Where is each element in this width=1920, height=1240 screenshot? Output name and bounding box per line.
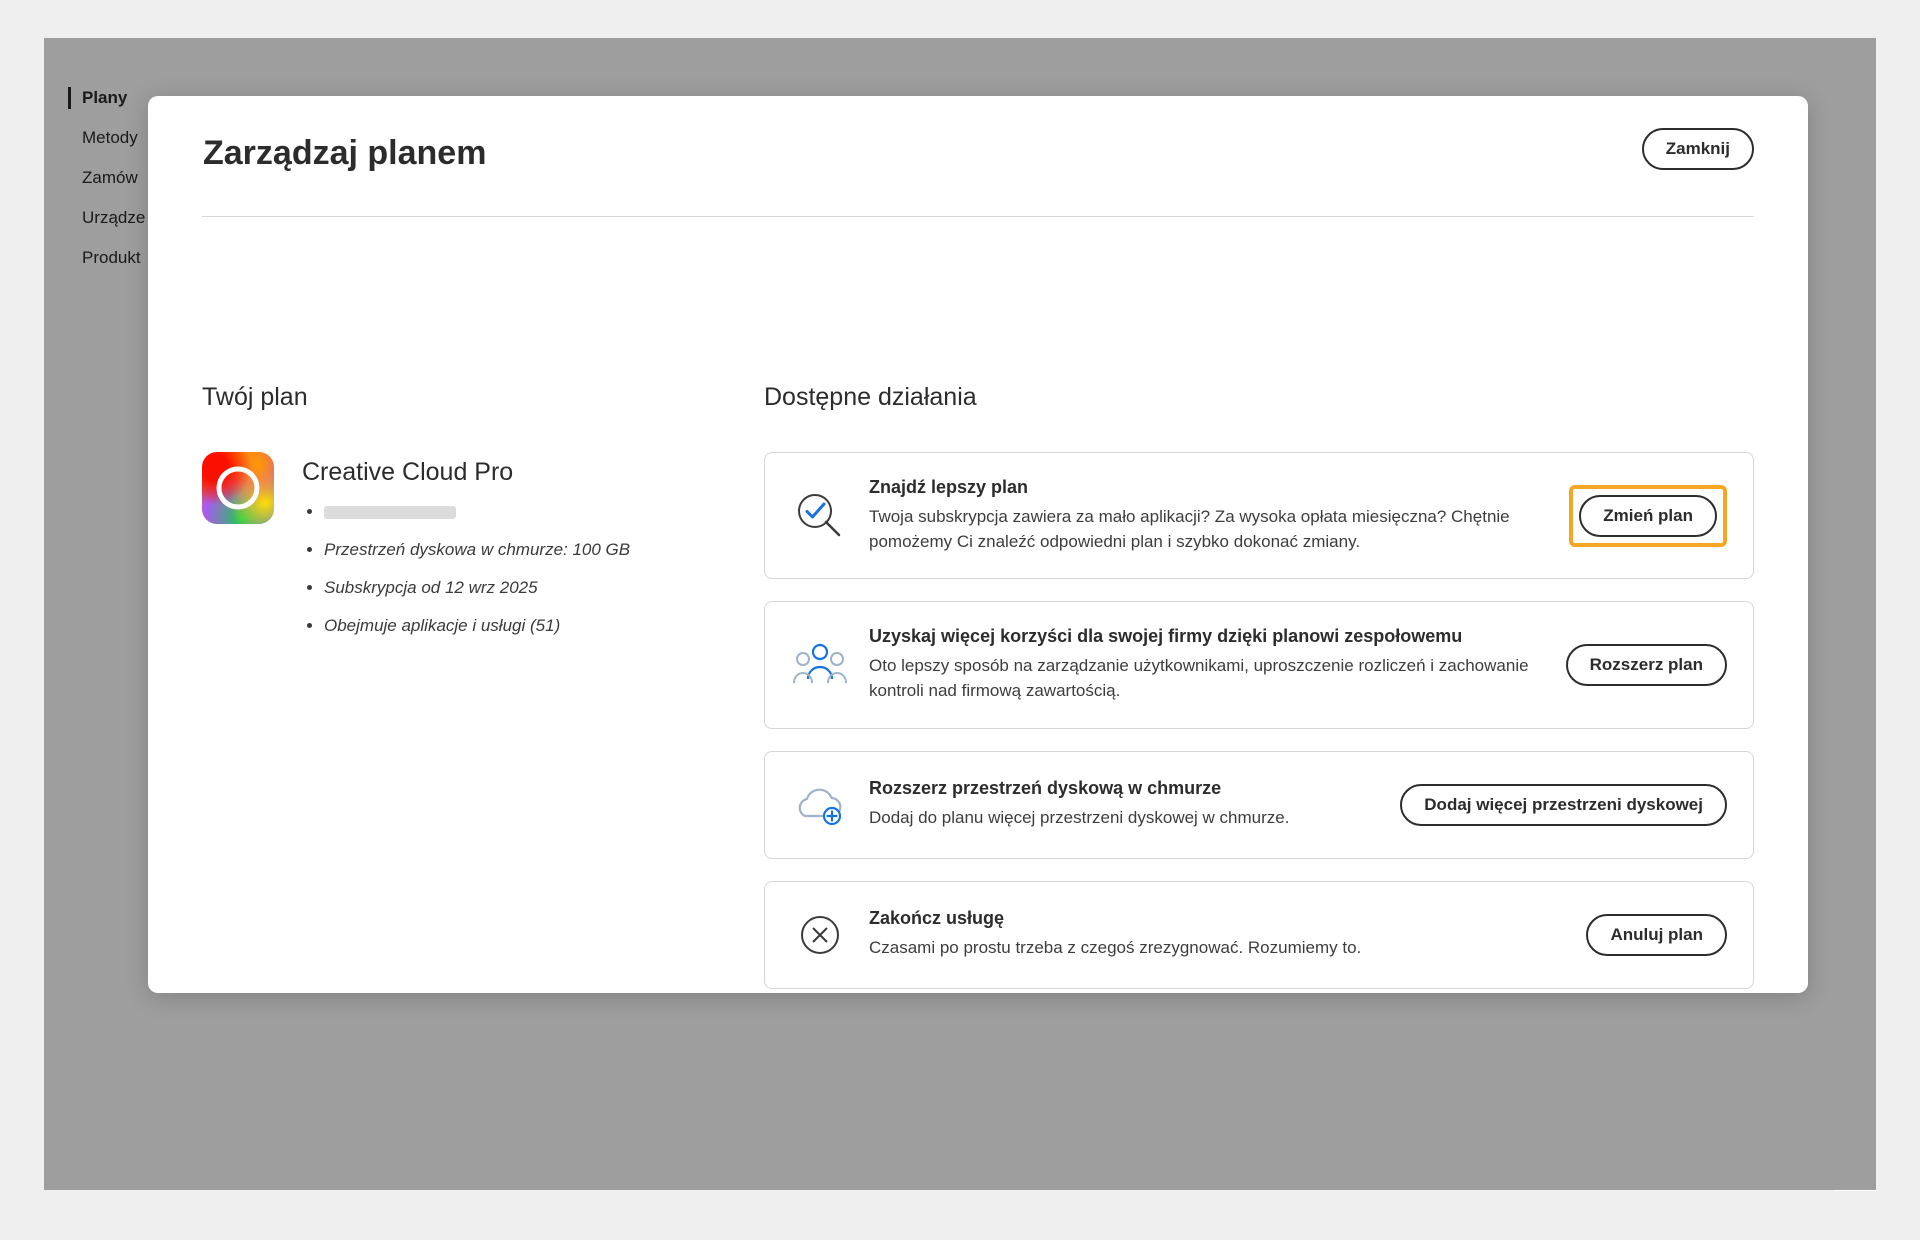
sidebar-item-label: Urządze bbox=[82, 208, 146, 227]
card-text bbox=[869, 626, 1566, 703]
sidebar-item-label: Zamów bbox=[82, 168, 138, 187]
highlight-frame bbox=[1569, 485, 1727, 547]
plan-detail-redacted bbox=[324, 501, 630, 523]
plan-detail-storage: • Przestrzeń dyskowa w chmurze: 100 GB bbox=[324, 539, 630, 561]
card-title: Zakończ usługę bbox=[869, 908, 1005, 929]
sidebar-item-label: Metody bbox=[82, 128, 138, 147]
change-plan-button[interactable]: Zmień plan bbox=[1579, 495, 1717, 537]
action-card-end-service bbox=[764, 881, 1754, 989]
add-storage-button[interactable]: Dodaj więcej przestrzeni dyskowej bbox=[1400, 784, 1727, 826]
plan-summary bbox=[202, 452, 722, 653]
card-description: Oto lepszy sposób na zarządzanie użytkownikami, uproszczenie rozliczeń i zachowanie kontroli nad firmową zawartością. bbox=[869, 656, 1529, 700]
plan-name: Creative Cloud Pro bbox=[302, 458, 514, 486]
redacted-value bbox=[324, 506, 456, 519]
card-text bbox=[869, 908, 1586, 961]
plan-info bbox=[302, 452, 630, 653]
circle-x-icon bbox=[791, 906, 849, 964]
card-action bbox=[1586, 914, 1727, 956]
card-title: Znajdź lepszy plan bbox=[869, 477, 1029, 497]
cc-glyph-icon bbox=[215, 465, 261, 511]
your-plan-section bbox=[202, 383, 722, 653]
expand-plan-button[interactable]: Rozszerz plan bbox=[1566, 644, 1727, 686]
card-action bbox=[1569, 485, 1727, 547]
card-description: Dodaj do planu więcej przestrzeni dyskowej w chmurze. bbox=[869, 808, 1290, 828]
available-actions-section bbox=[764, 383, 1754, 1011]
plan-detail-apps: • Obejmuje aplikacje i usługi (51) bbox=[324, 615, 630, 637]
action-card-team-plan bbox=[764, 601, 1754, 728]
card-description: Twoja subskrypcja zawiera za mało aplikacji? Za wysoka opłata miesięczna? Chętnie pomożemy Ci znaleźć odpowiedni plan i szybko dokonać zmiany. bbox=[869, 507, 1510, 551]
creative-cloud-logo-icon bbox=[202, 452, 274, 524]
action-card-find-better-plan bbox=[764, 452, 1754, 579]
cloud-plus-icon bbox=[791, 776, 849, 834]
close-button[interactable]: Zamknij bbox=[1642, 128, 1754, 170]
card-text bbox=[869, 778, 1400, 831]
your-plan-title: Twój plan bbox=[202, 383, 308, 411]
card-action bbox=[1566, 644, 1727, 686]
magnifier-check-icon bbox=[791, 487, 849, 545]
card-title: Uzyskaj więcej korzyści dla swojej firmy dzięki planowi zespołowemu bbox=[869, 626, 1463, 647]
cancel-plan-button[interactable]: Anuluj plan bbox=[1586, 914, 1727, 956]
dialog-header bbox=[148, 96, 1808, 218]
dialog-title: Zarządzaj planem bbox=[203, 134, 487, 172]
available-actions-title: Dostępne działania bbox=[764, 383, 977, 411]
manage-plan-dialog bbox=[148, 96, 1808, 993]
header-divider bbox=[202, 216, 1754, 217]
card-description: Czasami po prostu trzeba z czegoś zrezygnować. Rozumiemy to. bbox=[869, 938, 1362, 958]
action-card-more-storage bbox=[764, 751, 1754, 859]
plan-detail-start-date: • Subskrypcja od 12 wrz 2025 bbox=[324, 577, 630, 599]
page-footer bbox=[44, 1178, 1876, 1190]
plan-details-list bbox=[302, 501, 630, 637]
card-action bbox=[1400, 784, 1727, 826]
sidebar-item-label: Produkt bbox=[82, 248, 141, 267]
page-right-margin bbox=[1834, 816, 1876, 1191]
card-text bbox=[869, 477, 1569, 554]
card-title: Rozszerz przestrzeń dyskową w chmurze bbox=[869, 778, 1222, 799]
sidebar-item-label: Plany bbox=[82, 88, 128, 107]
team-people-icon bbox=[791, 636, 849, 694]
